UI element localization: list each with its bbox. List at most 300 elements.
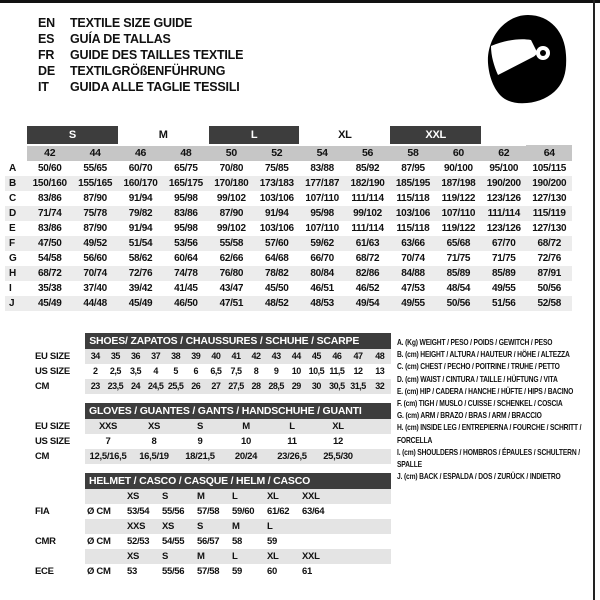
measurement-cell: 43/47	[219, 283, 244, 294]
shoes-cell: 9	[273, 366, 279, 376]
measurement-cell: 68/72	[37, 268, 62, 279]
measurement-cell: 48/54	[446, 283, 471, 294]
measurement-cell: 123/126	[486, 193, 521, 204]
shoes-cell: 31,5	[347, 379, 368, 394]
shoes-cell: 36	[125, 349, 145, 364]
size-cell: 58	[390, 145, 435, 161]
size-group-header-row	[5, 126, 572, 145]
shoes-cell: 3,5	[129, 366, 141, 376]
helmet-cell: M	[195, 549, 230, 564]
measurement-cell: 190/200	[486, 178, 521, 189]
measurement-cell: 91/94	[128, 193, 153, 204]
legend-item-e: E. (cm) HIP / CADERA / HANCHE / HÜFTE / HIPS / BACINO	[397, 385, 574, 396]
shoes-cell: 46	[326, 349, 347, 364]
measurement-cell: 57/60	[264, 238, 289, 249]
language-row	[38, 63, 243, 79]
size-group-xxl: XXL	[390, 126, 481, 145]
gloves-cell: 7	[105, 436, 111, 447]
measurement-cell: 103/106	[259, 223, 294, 234]
measurement-cell: 46/50	[174, 298, 198, 309]
shoes-cell: 35	[105, 349, 125, 364]
helmet-cell: 52/53	[127, 536, 150, 547]
helmet-cell: XS	[125, 489, 160, 504]
measurement-cell: 52/58	[537, 298, 561, 309]
measurement-cell: 55/65	[83, 163, 107, 174]
measurement-cell: 66/70	[310, 253, 334, 264]
helmet-cell	[345, 504, 391, 519]
shoes-cell: 12	[353, 366, 363, 376]
measurement-cell: 91/94	[128, 223, 153, 234]
helmet-row-label: CMR	[35, 536, 56, 547]
size-group-s: S	[27, 126, 118, 145]
gloves-cell: 23/26,5	[269, 449, 315, 464]
language-row	[38, 15, 243, 31]
measurement-cell: 127/130	[532, 223, 567, 234]
measurement-cell: 55/58	[219, 238, 244, 249]
measurement-cell: 107/110	[305, 193, 339, 204]
language-code: ES	[38, 32, 55, 46]
measurement-cell: 79/82	[128, 208, 153, 219]
gloves-cell: 10	[241, 436, 251, 447]
shoes-cell: 6,5	[210, 366, 222, 376]
measurement-cell: 105/115	[532, 163, 566, 174]
language-code: IT	[38, 80, 49, 94]
size-cell: 54	[299, 145, 344, 161]
size-group-l: L	[209, 126, 300, 145]
measurement-cell: 190/200	[532, 178, 567, 189]
shoes-cell: 32	[369, 379, 391, 394]
measurement-cell: 49/52	[83, 238, 107, 249]
measurement-row-j	[5, 296, 572, 311]
gloves-cell: XL	[315, 419, 361, 434]
row-label: G	[9, 253, 17, 264]
measurement-cell: 49/55	[401, 298, 425, 309]
helmet-row	[35, 489, 391, 504]
helmet-cell: 61/62	[267, 506, 290, 517]
helmet-cell	[345, 564, 391, 579]
legend-item-h: H. (cm) INSIDE LEG / ENTREPIERNA / FOURCHE / SCHRITT / FORCELLA	[397, 422, 582, 445]
measurement-cell: 87/90	[83, 223, 107, 234]
measurement-cell: 49/55	[492, 283, 516, 294]
helmet-cell: 55/56	[162, 566, 185, 577]
shoes-cell: 25,5	[166, 379, 186, 394]
helmet-cell	[85, 549, 125, 564]
measurement-cell: 87/91	[537, 268, 561, 279]
shoes-cell: 27,5	[226, 379, 246, 394]
shoes-cell: 40	[206, 349, 226, 364]
measurement-cell: 111/114	[351, 193, 384, 204]
shoes-cell: 23	[85, 379, 105, 394]
measurement-cell: 95/98	[310, 208, 334, 219]
measurement-cell: 107/110	[441, 208, 476, 219]
measurement-cell: 90/100	[443, 163, 473, 174]
row-label: H	[9, 268, 16, 279]
helmet-cell	[85, 519, 125, 534]
racing-helmet-icon	[486, 13, 570, 107]
shoes-row-label: US SIZE	[35, 366, 70, 377]
shoes-cell: 28,5	[266, 379, 286, 394]
measurement-cell: 71/75	[492, 253, 516, 264]
size-cell: 42	[27, 145, 72, 161]
measurement-cell: 82/86	[355, 268, 380, 279]
measurement-cell: 103/106	[395, 208, 430, 219]
helmet-row-ece	[35, 564, 391, 579]
helmet-cell: XXL	[300, 489, 345, 504]
shoes-cell: 44	[286, 349, 306, 364]
gloves-cell: 16,5/19	[131, 449, 177, 464]
shoes-cell: 4	[153, 366, 158, 376]
measurement-cell: 107/110	[305, 223, 339, 234]
helmet-cell: 57/58	[197, 566, 220, 577]
gloves-row-eu-size	[35, 419, 391, 434]
helmet-cell	[300, 534, 345, 549]
language-row	[38, 47, 243, 63]
gloves-cell: 8	[151, 436, 157, 447]
measurement-cell: 68/72	[537, 238, 561, 249]
measurement-cell: 68/72	[355, 253, 380, 264]
measurement-cell: 83/86	[37, 193, 62, 204]
size-row-spacer	[5, 145, 27, 161]
measurement-cell: 80/84	[310, 268, 334, 279]
shoes-cell: 27	[206, 379, 226, 394]
measurement-cell: 45/50	[264, 283, 289, 294]
measurement-cell: 51/56	[492, 298, 516, 309]
helmet-cell	[345, 489, 391, 504]
row-label: I	[9, 283, 12, 294]
legend-item-d: D. (cm) WAIST / CINTURA / TAILLE / HÜFTUNG / VITA	[397, 373, 558, 384]
measurement-cell: 72/76	[128, 268, 153, 279]
helmet-cell: XS	[125, 549, 160, 564]
shoes-cell: 38	[166, 349, 186, 364]
helmet-cell: Ø CM	[87, 566, 111, 577]
size-cell: 52	[254, 145, 299, 161]
gloves-cell: 12	[333, 436, 343, 447]
shoes-cell: 34	[85, 349, 105, 364]
helmet-cell	[85, 489, 125, 504]
helmet-row-cmr	[35, 534, 391, 549]
measurement-cell: 123/126	[486, 223, 521, 234]
measurement-cell: 76/80	[219, 268, 244, 279]
shoes-title-spacer	[35, 333, 85, 349]
measurement-cell: 51/54	[128, 238, 153, 249]
measurement-row-a	[5, 161, 572, 176]
row-label: J	[9, 298, 15, 309]
shoes-cell: 45	[306, 349, 326, 364]
legend-item-b: B. (cm) HEIGHT / ALTURA / HAUTEUR / HÖHE / ALTEZZA	[397, 349, 570, 360]
helmet-cell: XXS	[125, 519, 160, 534]
helmet-cell: M	[230, 519, 265, 534]
shoes-cell: 47	[347, 349, 368, 364]
guide-title: GUÍA DE TALLAS	[70, 32, 171, 46]
language-row	[38, 31, 243, 47]
gloves-title-row	[35, 403, 391, 419]
measurement-cell: 62/66	[219, 253, 244, 264]
measurement-cell: 47/51	[219, 298, 244, 309]
helmet-cell: 53/54	[127, 506, 150, 517]
measurement-cell: 53/56	[174, 238, 198, 249]
helmet-cell	[345, 519, 391, 534]
shoes-cell: 30	[306, 379, 326, 394]
helmet-cell: 59	[232, 566, 242, 577]
measurement-cell: 127/130	[532, 193, 567, 204]
right-border-rule	[593, 0, 595, 600]
measurement-cell: 95/98	[174, 193, 198, 204]
measurement-cell: 99/102	[216, 223, 246, 234]
measurement-cell: 187/198	[441, 178, 476, 189]
measurement-cell: 65/68	[446, 238, 471, 249]
measurement-cell: 173/183	[259, 178, 294, 189]
gloves-cell: XS	[131, 419, 177, 434]
helmet-size-table	[35, 473, 391, 579]
helmet-cell: 56/57	[197, 536, 220, 547]
gloves-cell	[361, 434, 391, 449]
measurement-cell: 85/89	[446, 268, 471, 279]
measurement-cell: 87/95	[401, 163, 425, 174]
measurement-cell: 160/170	[123, 178, 158, 189]
gloves-cell: 18/21,5	[177, 449, 223, 464]
shoes-row-label: EU SIZE	[35, 351, 70, 362]
helmet-title-spacer	[35, 473, 85, 489]
measurement-cell: 67/70	[492, 238, 516, 249]
measurement-cell: 83/86	[174, 208, 198, 219]
measurement-cell: 56/60	[83, 253, 107, 264]
size-group-xl: XL	[299, 126, 390, 145]
row-label: C	[9, 193, 16, 204]
gloves-cell	[361, 449, 391, 464]
measurement-cell: 78/82	[264, 268, 289, 279]
shoes-cell: 41	[226, 349, 246, 364]
legend-item-a: A. (Kg) WEIGHT / PESO / POIDS / GEWITCH / PESO	[397, 337, 553, 347]
legend-item-j: J. (cm) BACK / ESPALDA / DOS / ZURÜCK / INDIETRO	[397, 471, 561, 482]
gloves-row-us-size	[35, 434, 391, 449]
measurement-cell: 85/92	[355, 163, 380, 174]
helmet-row-label: ECE	[35, 566, 54, 577]
measurement-cell: 41/45	[174, 283, 198, 294]
language-row	[38, 79, 243, 95]
shoes-row-eu-size	[35, 349, 391, 364]
helmet-cell	[345, 549, 391, 564]
measurement-cell: 115/118	[396, 223, 430, 234]
measurement-cell: 70/74	[401, 253, 425, 264]
shoes-cell: 8	[253, 366, 259, 376]
row-label: E	[9, 223, 16, 234]
gloves-size-table	[35, 403, 391, 464]
measurement-cell: 99/102	[216, 193, 246, 204]
textile-size-table	[5, 126, 572, 311]
gloves-row-label: US SIZE	[35, 436, 70, 447]
measurement-cell: 46/51	[310, 283, 334, 294]
size-cell: 44	[72, 145, 117, 161]
shoes-title: SHOES/ ZAPATOS / CHAUSSURES / SCHUHE / SCARPE	[85, 333, 391, 349]
measurement-cell: 85/89	[492, 268, 516, 279]
legend-item-f: F. (cm) TIGH / MUSLO / CUISSE / SCHENKEL / COSCIA	[397, 398, 563, 409]
helmet-title: HELMET / CASCO / CASQUE / HELM / CASCO	[85, 473, 391, 489]
measurement-cell: 44/48	[83, 298, 107, 309]
measurement-cell: 119/122	[441, 223, 476, 234]
shoes-cell: 48	[369, 349, 391, 364]
shoes-cell: 10,5	[308, 366, 325, 376]
measurement-cell: 70/80	[219, 163, 244, 174]
helmet-cell: L	[230, 489, 265, 504]
size-cell: 46	[118, 145, 163, 161]
size-group-m: M	[118, 126, 209, 145]
measurement-cell: 50/56	[446, 298, 471, 309]
guide-title: TEXTILE SIZE GUIDE	[70, 16, 193, 30]
measurement-cell: 103/106	[259, 193, 294, 204]
measurement-cell: 182/190	[350, 178, 385, 189]
top-border-rule	[0, 0, 600, 3]
guide-title: GUIDE DES TAILLES TEXTILE	[70, 48, 244, 62]
helmet-cell: 55/56	[162, 506, 185, 517]
shoes-cell: 23,5	[105, 379, 125, 394]
measurement-cell: 65/75	[174, 163, 198, 174]
size-cell: 48	[163, 145, 208, 161]
row-label: F	[9, 238, 15, 249]
shoes-cell: 37	[146, 349, 166, 364]
gloves-cell: 12,5/16,5	[85, 449, 131, 464]
gloves-cell	[361, 419, 391, 434]
measurement-cell: 83/88	[310, 163, 334, 174]
helmet-cell: XXL	[300, 549, 345, 564]
numeric-size-row	[5, 145, 572, 161]
measurement-cell: 48/52	[264, 298, 289, 309]
shoes-cell: 28	[246, 379, 266, 394]
legend-item-g: G. (cm) ARM / BRAZO / BRAS / ARM / BRACCIO	[397, 410, 542, 421]
measurement-cell: 75/85	[264, 163, 289, 174]
measurement-cell: 95/98	[174, 223, 198, 234]
measurement-cell: 35/38	[37, 283, 62, 294]
shoes-cell: 39	[186, 349, 206, 364]
shoes-cell: 11,5	[329, 366, 345, 376]
measurement-row-d	[5, 206, 572, 221]
helmet-cell: L	[265, 519, 300, 534]
guide-title: GUIDA ALLE TAGLIE TESSILI	[70, 80, 240, 94]
size-cell: 50	[209, 145, 254, 161]
shoes-size-table	[35, 333, 391, 394]
gloves-title: GLOVES / GUANTES / GANTS / HANDSCHUHE / GUANTI	[85, 403, 391, 419]
gloves-cell: L	[269, 419, 315, 434]
measurement-cell: 61/63	[355, 238, 380, 249]
shoes-cell: 26	[186, 379, 206, 394]
measurement-cell: 91/94	[264, 208, 289, 219]
measurement-cell: 115/118	[396, 193, 430, 204]
measurement-cell: 47/53	[401, 283, 425, 294]
measurement-cell: 177/187	[305, 178, 340, 189]
helmet-row-label: FIA	[35, 506, 50, 517]
measurement-cell: 58/62	[128, 253, 153, 264]
language-code: DE	[38, 64, 55, 78]
row-label: A	[9, 163, 16, 174]
helmet-cell: Ø CM	[87, 536, 111, 547]
gloves-cell: 25,5/30	[315, 449, 361, 464]
measurement-row-h	[5, 266, 572, 281]
shoes-cell: 2	[93, 366, 98, 376]
measurement-row-f	[5, 236, 572, 251]
measurement-cell: 115/119	[532, 208, 566, 219]
measurement-cell: 87/90	[83, 193, 107, 204]
helmet-cell	[345, 534, 391, 549]
measurement-cell: 99/102	[353, 208, 382, 219]
helmet-cell: XS	[160, 519, 195, 534]
measurement-cell: 119/122	[441, 193, 476, 204]
gloves-row-label: CM	[35, 451, 50, 462]
helmet-cell: S	[195, 519, 230, 534]
measurement-cell: 95/100	[489, 163, 519, 174]
measurement-cell: 45/49	[37, 298, 62, 309]
measurement-cell: 111/114	[487, 208, 520, 219]
measurement-cell: 59/62	[310, 238, 334, 249]
measurement-cell: 150/160	[32, 178, 67, 189]
helmet-row	[35, 549, 391, 564]
measurement-cell: 60/70	[128, 163, 153, 174]
helmet-cell: L	[230, 549, 265, 564]
size-cell: 64	[526, 145, 572, 161]
helmet-cell: M	[195, 489, 230, 504]
measurement-cell: 84/88	[401, 268, 425, 279]
language-code: EN	[38, 16, 55, 30]
helmet-cell: 59/60	[232, 506, 255, 517]
shoes-row-us-size	[35, 364, 391, 379]
measurement-cell: 74/78	[174, 268, 198, 279]
helmet-row-label	[35, 549, 85, 564]
helmet-cell: XL	[265, 549, 300, 564]
measurement-row-c	[5, 191, 572, 206]
measurement-cell: 45/49	[128, 298, 153, 309]
measurement-legend	[397, 336, 595, 482]
gloves-cell: 11	[287, 436, 297, 447]
helmet-title-row	[35, 473, 391, 489]
size-cell: 56	[345, 145, 390, 161]
helmet-cell: 61	[302, 566, 312, 577]
helmet-cell: 59	[267, 536, 277, 547]
language-title-list	[38, 15, 243, 95]
row-label: B	[9, 178, 16, 189]
measurement-cell: 83/86	[37, 223, 62, 234]
helmet-cell: XL	[265, 489, 300, 504]
measurement-cell: 165/175	[168, 178, 203, 189]
helmet-row	[35, 519, 391, 534]
shoes-cell: 6	[193, 366, 199, 376]
helmet-cell: 60	[267, 566, 277, 577]
measurement-cell: 48/53	[310, 298, 334, 309]
measurement-cell: 46/52	[355, 283, 380, 294]
shoes-cell: 29	[286, 379, 306, 394]
gloves-title-spacer	[35, 403, 85, 419]
measurement-cell: 70/74	[83, 268, 107, 279]
measurement-cell: 111/114	[351, 223, 384, 234]
gloves-row-label: EU SIZE	[35, 421, 70, 432]
measurement-cell: 63/66	[401, 238, 425, 249]
measurement-cell: 49/54	[355, 298, 380, 309]
measurement-cell: 47/50	[37, 238, 62, 249]
helmet-cell: Ø CM	[87, 506, 111, 517]
shoes-cell: 24	[125, 379, 145, 394]
row-label: D	[9, 208, 16, 219]
measurement-cell: 170/180	[214, 178, 249, 189]
measurement-cell: 37/40	[83, 283, 107, 294]
measurement-row-e	[5, 221, 572, 236]
measurement-cell: 72/76	[537, 253, 561, 264]
helmet-cell: 63/64	[302, 506, 325, 517]
measurement-cell: 50/60	[37, 163, 62, 174]
helmet-cell	[300, 519, 345, 534]
helmet-cell: S	[160, 489, 195, 504]
shoes-row-label: CM	[35, 381, 50, 392]
measurement-cell: 60/64	[174, 253, 198, 264]
shoes-cell: 10	[291, 366, 301, 376]
measurement-row-i	[5, 281, 572, 296]
gloves-cell: S	[177, 419, 223, 434]
